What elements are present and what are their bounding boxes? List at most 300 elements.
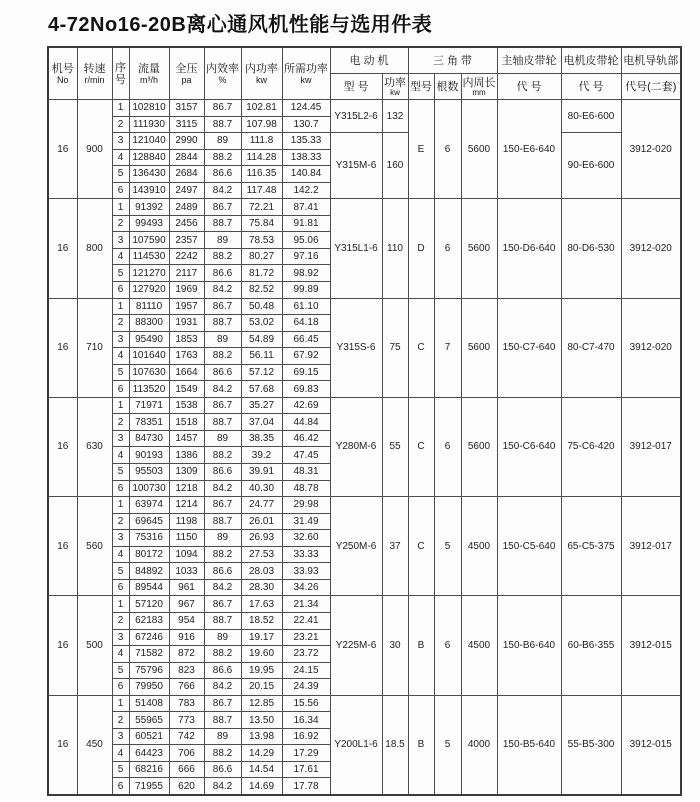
- cell-rail-code: 3912-020: [621, 298, 681, 397]
- cell-pressure: 1309: [169, 464, 204, 481]
- cell-pressure: 1150: [169, 530, 204, 547]
- cell-pressure: 620: [169, 778, 204, 795]
- cell-flow: 84892: [129, 563, 169, 580]
- spec-row: [48, 199, 681, 216]
- cell-pressure: 666: [169, 761, 204, 778]
- cell-required-power: 138.33: [282, 149, 330, 166]
- cell-seq: 5: [112, 464, 129, 481]
- col-header-required-power: 所需功率 kw: [282, 47, 330, 100]
- cell-required-power: 33.93: [282, 563, 330, 580]
- cell-main-pulley: 150-B5-640: [497, 695, 561, 795]
- cell-seq: 3: [112, 133, 129, 150]
- cell-motor-model: Y280M-6: [330, 397, 382, 496]
- col-header-pressure: 全压 pa: [169, 47, 204, 100]
- cell-required-power: 48.78: [282, 480, 330, 497]
- cell-pressure: 2117: [169, 265, 204, 282]
- cell-main-pulley: 150-C5-640: [497, 497, 561, 596]
- cell-seq: 5: [112, 563, 129, 580]
- cell-pressure: 783: [169, 695, 204, 712]
- cell-flow: 90193: [129, 447, 169, 464]
- cell-rail-code: 3912-015: [621, 695, 681, 795]
- cell-pressure: 773: [169, 712, 204, 729]
- cell-efficiency: 89: [204, 133, 241, 150]
- cell-pressure: 1853: [169, 331, 204, 348]
- cell-motor-power: 132: [382, 100, 408, 133]
- col-header-belt-length: 内周长 mm: [461, 74, 497, 100]
- cell-motor-model: Y315L1-6: [330, 199, 382, 298]
- cell-internal-power: 13.50: [241, 712, 282, 729]
- cell-pressure: 954: [169, 612, 204, 629]
- cell-pressure: 2456: [169, 215, 204, 232]
- cell-flow: 81110: [129, 298, 169, 315]
- cell-belt-model: C: [408, 298, 434, 397]
- cell-internal-power: 26.93: [241, 530, 282, 547]
- cell-motor-model: Y315L2-6: [330, 100, 382, 133]
- cell-efficiency: 88.7: [204, 612, 241, 629]
- cell-internal-power: 53.02: [241, 315, 282, 332]
- cell-flow: 75796: [129, 662, 169, 679]
- cell-main-pulley: 150-B6-640: [497, 596, 561, 695]
- cell-seq: 2: [112, 513, 129, 530]
- cell-rail-code: 3912-017: [621, 497, 681, 596]
- cell-pressure: 1218: [169, 480, 204, 497]
- cell-speed: 800: [77, 199, 112, 298]
- cell-fan-no: 16: [48, 397, 77, 496]
- cell-required-power: 98.92: [282, 265, 330, 282]
- cell-fan-no: 16: [48, 199, 77, 298]
- cell-pressure: 2684: [169, 166, 204, 183]
- cell-rail-code: 3912-017: [621, 397, 681, 496]
- cell-efficiency: 86.7: [204, 298, 241, 315]
- cell-internal-power: 27.53: [241, 546, 282, 563]
- cell-efficiency: 88.2: [204, 149, 241, 166]
- cell-speed: 710: [77, 298, 112, 397]
- cell-required-power: 95.06: [282, 232, 330, 249]
- cell-pressure: 1957: [169, 298, 204, 315]
- cell-internal-power: 28.30: [241, 579, 282, 596]
- cell-fan-no: 16: [48, 298, 77, 397]
- cell-efficiency: 88.2: [204, 447, 241, 464]
- cell-pressure: 2497: [169, 182, 204, 199]
- cell-motor-pulley: 55-B5-300: [561, 695, 621, 795]
- cell-seq: 6: [112, 282, 129, 299]
- cell-efficiency: 84.2: [204, 579, 241, 596]
- spec-row: [48, 397, 681, 414]
- cell-internal-power: 57.68: [241, 381, 282, 398]
- cell-seq: 1: [112, 199, 129, 216]
- cell-flow: 143910: [129, 182, 169, 199]
- cell-seq: 2: [112, 414, 129, 431]
- cell-rail-code: 3912-020: [621, 100, 681, 199]
- cell-seq: 2: [112, 315, 129, 332]
- cell-main-pulley: 150-C6-640: [497, 397, 561, 496]
- cell-rail-code: 3912-015: [621, 596, 681, 695]
- cell-flow: 128840: [129, 149, 169, 166]
- cell-required-power: 24.39: [282, 679, 330, 696]
- cell-pressure: 967: [169, 596, 204, 613]
- col-header-motor-pulley-code: 代 号: [561, 74, 621, 100]
- spec-row: [48, 596, 681, 613]
- cell-internal-power: 78.53: [241, 232, 282, 249]
- cell-seq: 6: [112, 381, 129, 398]
- col-header-motor-model: 型 号: [330, 74, 382, 100]
- cell-flow: 114530: [129, 248, 169, 265]
- cell-required-power: 29.98: [282, 497, 330, 514]
- spec-row: [48, 497, 681, 514]
- cell-motor-power: 18.5: [382, 695, 408, 795]
- cell-efficiency: 88.2: [204, 348, 241, 365]
- col-header-flow: 流量 m³/h: [129, 47, 169, 100]
- cell-efficiency: 84.2: [204, 282, 241, 299]
- cell-flow: 64423: [129, 745, 169, 762]
- cell-seq: 5: [112, 166, 129, 183]
- cell-flow: 88300: [129, 315, 169, 332]
- cell-seq: 3: [112, 232, 129, 249]
- cell-belt-length: 4500: [461, 596, 497, 695]
- cell-pressure: 961: [169, 579, 204, 596]
- cell-required-power: 87.41: [282, 199, 330, 216]
- cell-pressure: 706: [169, 745, 204, 762]
- cell-internal-power: 37.04: [241, 414, 282, 431]
- cell-pressure: 2844: [169, 149, 204, 166]
- cell-motor-model: Y200L1-6: [330, 695, 382, 795]
- cell-fan-no: 16: [48, 596, 77, 695]
- cell-motor-power: 55: [382, 397, 408, 496]
- cell-seq: 3: [112, 530, 129, 547]
- col-header-main-pulley: 主轴皮带轮: [497, 47, 561, 74]
- cell-motor-power: 37: [382, 497, 408, 596]
- cell-pressure: 1094: [169, 546, 204, 563]
- cell-required-power: 69.83: [282, 381, 330, 398]
- cell-required-power: 46.42: [282, 430, 330, 447]
- cell-seq: 2: [112, 215, 129, 232]
- cell-internal-power: 82.52: [241, 282, 282, 299]
- cell-internal-power: 12.85: [241, 695, 282, 712]
- cell-belt-length: 5600: [461, 199, 497, 298]
- cell-internal-power: 35.27: [241, 397, 282, 414]
- cell-motor-pulley: 80-E6-600: [561, 100, 621, 133]
- cell-internal-power: 17.63: [241, 596, 282, 613]
- cell-efficiency: 84.2: [204, 679, 241, 696]
- cell-internal-power: 72.21: [241, 199, 282, 216]
- col-header-belt-count: 根数: [434, 74, 461, 100]
- cell-efficiency: 88.2: [204, 745, 241, 762]
- cell-belt-length: 5600: [461, 298, 497, 397]
- cell-internal-power: 75.84: [241, 215, 282, 232]
- cell-efficiency: 86.7: [204, 596, 241, 613]
- cell-pressure: 916: [169, 629, 204, 646]
- cell-belt-count: 7: [434, 298, 461, 397]
- cell-required-power: 48.31: [282, 464, 330, 481]
- cell-motor-power: 110: [382, 199, 408, 298]
- cell-seq: 1: [112, 397, 129, 414]
- cell-internal-power: 24.77: [241, 497, 282, 514]
- cell-required-power: 142.2: [282, 182, 330, 199]
- cell-pressure: 1386: [169, 447, 204, 464]
- cell-main-pulley: 150-D6-640: [497, 199, 561, 298]
- cell-seq: 2: [112, 612, 129, 629]
- cell-seq: 1: [112, 596, 129, 613]
- cell-required-power: 32.60: [282, 530, 330, 547]
- cell-belt-length: 5600: [461, 100, 497, 199]
- cell-motor-model: Y315M-6: [330, 133, 382, 199]
- cell-motor-pulley: 65-C5-375: [561, 497, 621, 596]
- cell-required-power: 66.45: [282, 331, 330, 348]
- cell-efficiency: 88.7: [204, 513, 241, 530]
- cell-flow: 111930: [129, 116, 169, 133]
- cell-pressure: 742: [169, 728, 204, 745]
- cell-internal-power: 50.48: [241, 298, 282, 315]
- cell-seq: 6: [112, 778, 129, 795]
- cell-pressure: 1457: [169, 430, 204, 447]
- cell-flow: 78351: [129, 414, 169, 431]
- cell-efficiency: 88.2: [204, 646, 241, 663]
- cell-efficiency: 86.6: [204, 265, 241, 282]
- cell-flow: 95503: [129, 464, 169, 481]
- col-header-belt-group: 三 角 带: [408, 47, 497, 74]
- cell-pressure: 1214: [169, 497, 204, 514]
- cell-pressure: 1763: [169, 348, 204, 365]
- page-title: 4-72No16-20B离心通风机性能与选用件表: [48, 14, 433, 36]
- cell-speed: 450: [77, 695, 112, 795]
- cell-pressure: 1198: [169, 513, 204, 530]
- cell-pressure: 1931: [169, 315, 204, 332]
- cell-flow: 57120: [129, 596, 169, 613]
- cell-belt-length: 5600: [461, 397, 497, 496]
- cell-internal-power: 14.69: [241, 778, 282, 795]
- cell-belt-count: 6: [434, 199, 461, 298]
- cell-belt-count: 6: [434, 100, 461, 199]
- cell-seq: 2: [112, 116, 129, 133]
- cell-required-power: 44.84: [282, 414, 330, 431]
- cell-efficiency: 88.7: [204, 712, 241, 729]
- cell-seq: 4: [112, 348, 129, 365]
- cell-efficiency: 86.6: [204, 364, 241, 381]
- col-header-rail-code: 代号(二套): [621, 74, 681, 100]
- cell-internal-power: 28.03: [241, 563, 282, 580]
- cell-internal-power: 107.98: [241, 116, 282, 133]
- cell-flow: 63974: [129, 497, 169, 514]
- cell-motor-power: 160: [382, 133, 408, 199]
- cell-pressure: 766: [169, 679, 204, 696]
- cell-belt-model: B: [408, 695, 434, 795]
- cell-required-power: 31.49: [282, 513, 330, 530]
- cell-motor-model: Y315S-6: [330, 298, 382, 397]
- cell-flow: 60521: [129, 728, 169, 745]
- cell-internal-power: 19.17: [241, 629, 282, 646]
- cell-required-power: 24.15: [282, 662, 330, 679]
- cell-rail-code: 3912-020: [621, 199, 681, 298]
- cell-seq: 1: [112, 100, 129, 117]
- col-header-motor-power: 功率 kw: [382, 74, 408, 100]
- cell-required-power: 15.56: [282, 695, 330, 712]
- cell-efficiency: 86.6: [204, 166, 241, 183]
- cell-required-power: 61.10: [282, 298, 330, 315]
- cell-required-power: 17.78: [282, 778, 330, 795]
- cell-efficiency: 86.6: [204, 761, 241, 778]
- cell-efficiency: 89: [204, 629, 241, 646]
- cell-seq: 4: [112, 447, 129, 464]
- cell-internal-power: 19.95: [241, 662, 282, 679]
- cell-efficiency: 88.7: [204, 315, 241, 332]
- cell-required-power: 42.69: [282, 397, 330, 414]
- col-header-main-pulley-code: 代 号: [497, 74, 561, 100]
- table-body: [48, 100, 681, 795]
- cell-efficiency: 86.7: [204, 199, 241, 216]
- cell-seq: 3: [112, 629, 129, 646]
- cell-required-power: 69.15: [282, 364, 330, 381]
- cell-seq: 6: [112, 579, 129, 596]
- cell-flow: 62183: [129, 612, 169, 629]
- cell-flow: 89544: [129, 579, 169, 596]
- cell-fan-no: 16: [48, 497, 77, 596]
- cell-internal-power: 19.60: [241, 646, 282, 663]
- cell-flow: 121040: [129, 133, 169, 150]
- col-header-belt-model: 型号: [408, 74, 434, 100]
- cell-motor-pulley: 60-B6-355: [561, 596, 621, 695]
- cell-required-power: 47.45: [282, 447, 330, 464]
- cell-flow: 84730: [129, 430, 169, 447]
- col-header-efficiency: 内效率 %: [204, 47, 241, 100]
- cell-internal-power: 14.29: [241, 745, 282, 762]
- cell-efficiency: 84.2: [204, 778, 241, 795]
- cell-internal-power: 57.12: [241, 364, 282, 381]
- cell-belt-model: C: [408, 397, 434, 496]
- cell-seq: 4: [112, 149, 129, 166]
- cell-belt-model: C: [408, 497, 434, 596]
- cell-internal-power: 102.81: [241, 100, 282, 117]
- col-header-fan-no: 机号 No: [48, 47, 77, 100]
- cell-belt-length: 4500: [461, 497, 497, 596]
- cell-flow: 91392: [129, 199, 169, 216]
- cell-pressure: 2489: [169, 199, 204, 216]
- cell-required-power: 67.92: [282, 348, 330, 365]
- cell-pressure: 1538: [169, 397, 204, 414]
- cell-internal-power: 56.11: [241, 348, 282, 365]
- cell-belt-model: B: [408, 596, 434, 695]
- cell-belt-count: 5: [434, 695, 461, 795]
- cell-flow: 99493: [129, 215, 169, 232]
- cell-speed: 500: [77, 596, 112, 695]
- cell-flow: 55965: [129, 712, 169, 729]
- cell-internal-power: 81.72: [241, 265, 282, 282]
- cell-pressure: 1549: [169, 381, 204, 398]
- cell-pressure: 823: [169, 662, 204, 679]
- cell-efficiency: 89: [204, 331, 241, 348]
- col-header-rail: 电机导轨部: [621, 47, 681, 74]
- cell-flow: 113520: [129, 381, 169, 398]
- col-header-motor-pulley: 电机皮带轮: [561, 47, 621, 74]
- cell-required-power: 64.18: [282, 315, 330, 332]
- cell-seq: 4: [112, 248, 129, 265]
- cell-internal-power: 18.52: [241, 612, 282, 629]
- cell-required-power: 21.34: [282, 596, 330, 613]
- cell-flow: 75316: [129, 530, 169, 547]
- cell-seq: 4: [112, 745, 129, 762]
- cell-efficiency: 86.7: [204, 100, 241, 117]
- cell-pressure: 3157: [169, 100, 204, 117]
- cell-flow: 107590: [129, 232, 169, 249]
- cell-flow: 121270: [129, 265, 169, 282]
- cell-internal-power: 116.35: [241, 166, 282, 183]
- cell-required-power: 16.34: [282, 712, 330, 729]
- cell-flow: 69645: [129, 513, 169, 530]
- cell-seq: 1: [112, 497, 129, 514]
- cell-flow: 79950: [129, 679, 169, 696]
- cell-seq: 2: [112, 712, 129, 729]
- cell-seq: 4: [112, 646, 129, 663]
- cell-flow: 71955: [129, 778, 169, 795]
- cell-speed: 900: [77, 100, 112, 199]
- col-header-seq: 序 号: [112, 47, 129, 100]
- cell-required-power: 91.81: [282, 215, 330, 232]
- cell-required-power: 23.21: [282, 629, 330, 646]
- cell-flow: 127920: [129, 282, 169, 299]
- cell-efficiency: 88.2: [204, 248, 241, 265]
- cell-efficiency: 86.7: [204, 397, 241, 414]
- cell-required-power: 124.45: [282, 100, 330, 117]
- cell-motor-model: Y225M-6: [330, 596, 382, 695]
- cell-required-power: 17.61: [282, 761, 330, 778]
- fan-spec-table: [47, 46, 682, 796]
- cell-internal-power: 111.8: [241, 133, 282, 150]
- cell-internal-power: 117.48: [241, 182, 282, 199]
- cell-internal-power: 39.91: [241, 464, 282, 481]
- cell-pressure: 872: [169, 646, 204, 663]
- cell-efficiency: 86.7: [204, 695, 241, 712]
- cell-efficiency: 89: [204, 232, 241, 249]
- cell-internal-power: 80.27: [241, 248, 282, 265]
- cell-flow: 136430: [129, 166, 169, 183]
- cell-efficiency: 84.2: [204, 480, 241, 497]
- table-header: [48, 47, 681, 100]
- spec-row: [48, 695, 681, 712]
- cell-speed: 630: [77, 397, 112, 496]
- cell-seq: 1: [112, 695, 129, 712]
- cell-fan-no: 16: [48, 100, 77, 199]
- cell-motor-pulley: 80-C7-470: [561, 298, 621, 397]
- cell-efficiency: 89: [204, 530, 241, 547]
- cell-internal-power: 40.30: [241, 480, 282, 497]
- col-header-motor-group: 电 动 机: [330, 47, 408, 74]
- cell-seq: 3: [112, 331, 129, 348]
- cell-belt-count: 6: [434, 596, 461, 695]
- cell-motor-pulley: 90-E6-600: [561, 133, 621, 199]
- cell-efficiency: 89: [204, 728, 241, 745]
- cell-flow: 102810: [129, 100, 169, 117]
- cell-flow: 68216: [129, 761, 169, 778]
- cell-required-power: 97.16: [282, 248, 330, 265]
- cell-required-power: 99.89: [282, 282, 330, 299]
- cell-required-power: 16.92: [282, 728, 330, 745]
- cell-internal-power: 13.98: [241, 728, 282, 745]
- cell-efficiency: 86.6: [204, 563, 241, 580]
- cell-required-power: 34.26: [282, 579, 330, 596]
- cell-flow: 107630: [129, 364, 169, 381]
- cell-belt-model: E: [408, 100, 434, 199]
- col-header-speed: 转速 r/min: [77, 47, 112, 100]
- cell-internal-power: 54.89: [241, 331, 282, 348]
- cell-seq: 4: [112, 546, 129, 563]
- cell-internal-power: 39.2: [241, 447, 282, 464]
- cell-internal-power: 114.28: [241, 149, 282, 166]
- cell-main-pulley: 150-E6-640: [497, 100, 561, 199]
- cell-flow: 100730: [129, 480, 169, 497]
- cell-required-power: 135.33: [282, 133, 330, 150]
- cell-efficiency: 89: [204, 430, 241, 447]
- cell-efficiency: 88.2: [204, 546, 241, 563]
- cell-seq: 3: [112, 728, 129, 745]
